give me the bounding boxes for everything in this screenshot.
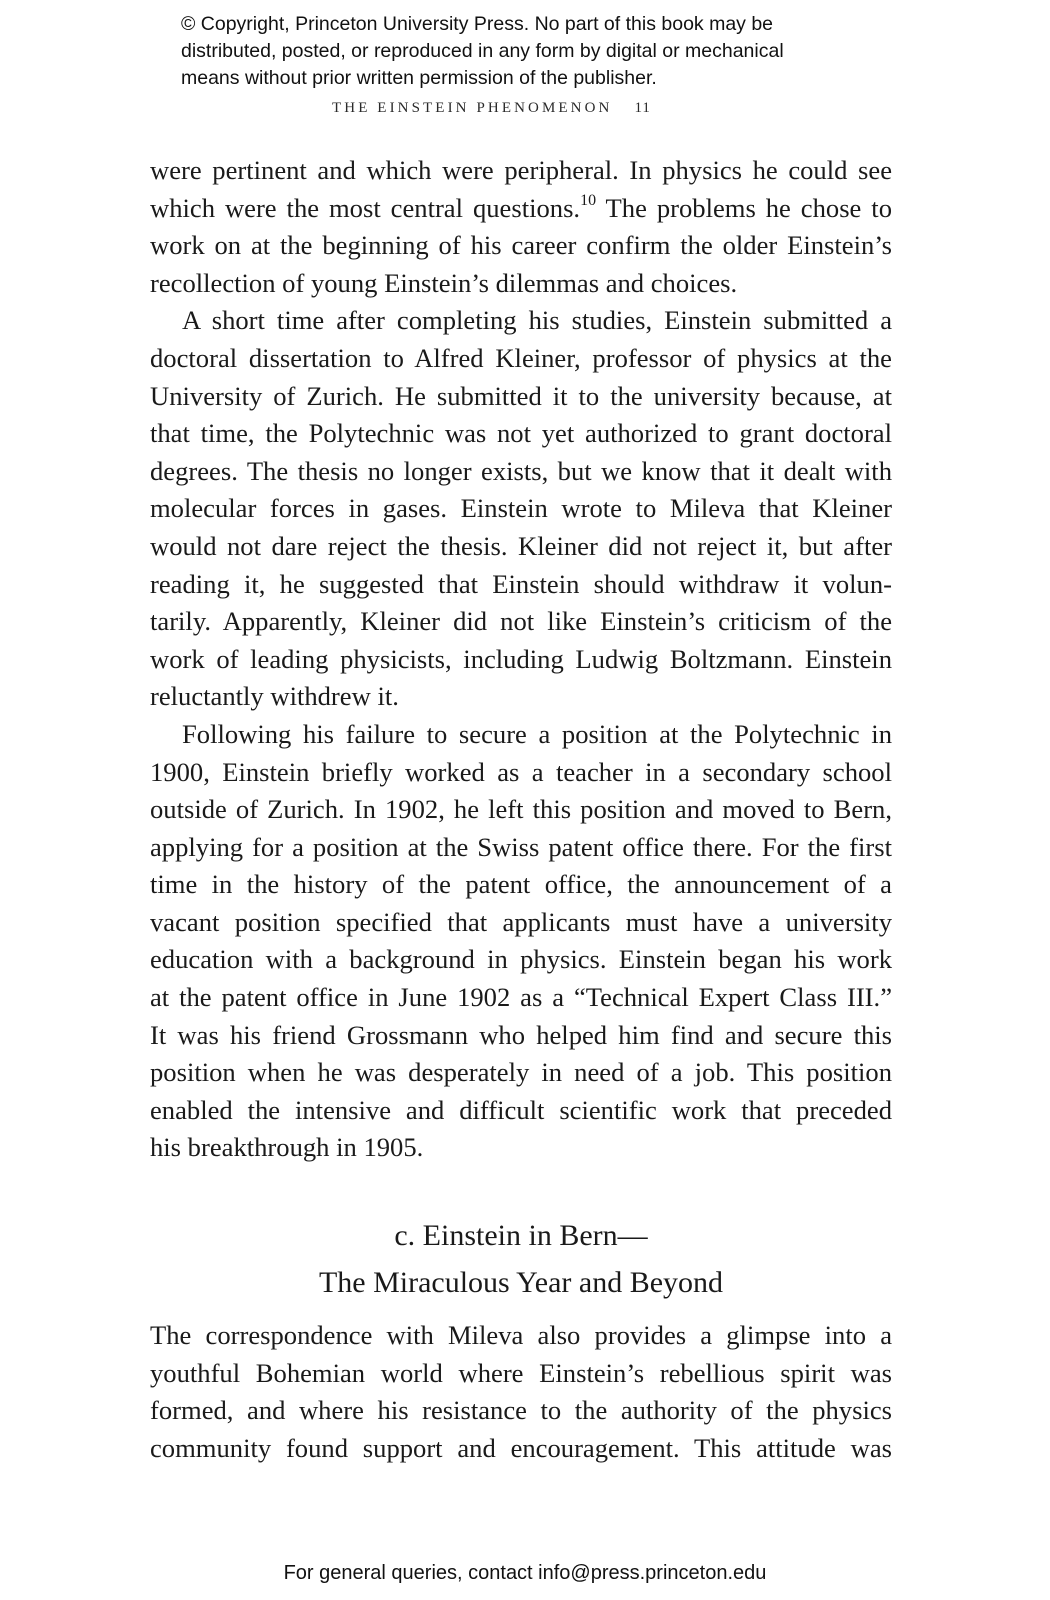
text-line: tarily. Apparently, Kleiner did not like Einstein’s criticism of the [150,606,892,637]
text-fragment: which were the most central questions. [150,192,581,223]
copyright-line: distributed, posted, or reproduced in any form by digital or mechanical [181,40,784,62]
section-heading-line: The Miraculous Year and Beyond [318,1266,724,1299]
running-head-title: THE EINSTEIN PHENOMENON [332,100,613,116]
text-line: 1900, Einstein briefly worked as a teacher in a secondary school [150,756,892,787]
text-line: community found support and encouragement. This attitude was [150,1432,892,1463]
text-line: outside of Zurich. In 1902, he left this position and moved to Bern, [150,794,892,825]
text-line: doctoral dissertation to Alfred Kleiner, professor of physics at the [150,342,892,373]
footer-contact: For general queries, contact info@press.princeton.edu [283,1562,767,1584]
text-line: education with a background in physics. Einstein began his work [150,944,892,975]
copyright-notice [181,11,901,92]
text-line: time in the history of the patent office, the announcement of a [150,869,892,900]
footnote-marker: 10 [580,191,597,209]
text-line: youthful Bohemian world where Einstein’s rebellious spirit was [150,1357,892,1388]
body-text-top [150,152,892,1167]
text-line: A short time after completing his studies, Einstein submitted a [182,305,892,336]
text-line: enabled the intensive and difficult scientific work that preceded [150,1094,892,1125]
section-heading-line: c. Einstein in Bern— [394,1219,648,1252]
text-line: position when he was desperately in need of a job. This position [150,1057,892,1088]
text-line: vacant position specified that applicants must have a university [150,906,892,937]
paragraph [150,302,892,716]
text-line: at the patent office in June 1902 as a “Technical Expert Class III.” [150,982,892,1013]
paragraph [150,716,892,1167]
text-line: reluctantly withdrew it. [150,681,399,712]
text-line: formed, and where his resistance to the authority of the physics [150,1395,892,1426]
text-line: degrees. The thesis no longer exists, but we know that it dealt with [150,455,892,486]
text-line: reading it, he suggested that Einstein should withdraw it volun- [150,568,892,599]
text-line: The correspondence with Mileva also provides a glimpse into a [150,1320,892,1350]
section-heading [150,1212,892,1306]
text-line: work of leading physicists, including Ludwig Boltzmann. Einstein [150,643,892,674]
text-line: It was his friend Grossmann who helped him find and secure this [150,1019,892,1050]
text-line: work on at the beginning of his career confirm the older Einstein’s [150,230,892,261]
copyright-line: © Copyright, Princeton University Press. No part of this book may be [181,13,774,35]
text-line: molecular forces in gases. Einstein wrote to Mileva that Kleiner [150,493,892,524]
text-line [150,190,892,228]
text-line: University of Zurich. He submitted it to the university because, at [150,380,892,411]
running-head [332,100,651,117]
page-number: 11 [634,100,651,116]
copyright-line: means without prior written permission of the publisher. [181,67,657,89]
paragraph [150,152,892,302]
body-text-bottom [150,1317,892,1467]
text-line: were pertinent and which were peripheral. In physics he could see [150,155,892,185]
text-line: his breakthrough in 1905. [150,1132,424,1163]
text-line: recollection of young Einstein’s dilemmas and choices. [150,267,738,298]
text-line: Following his failure to secure a position at the Polytechnic in [182,718,892,749]
text-line: that time, the Polytechnic was not yet authorized to grant doctoral [150,418,892,449]
text-fragment: The problems he chose to [596,192,892,223]
text-line: applying for a position at the Swiss patent office there. For the first [150,831,892,862]
text-line: would not dare reject the thesis. Kleiner did not reject it, but after [150,530,892,561]
paragraph [150,1317,892,1467]
